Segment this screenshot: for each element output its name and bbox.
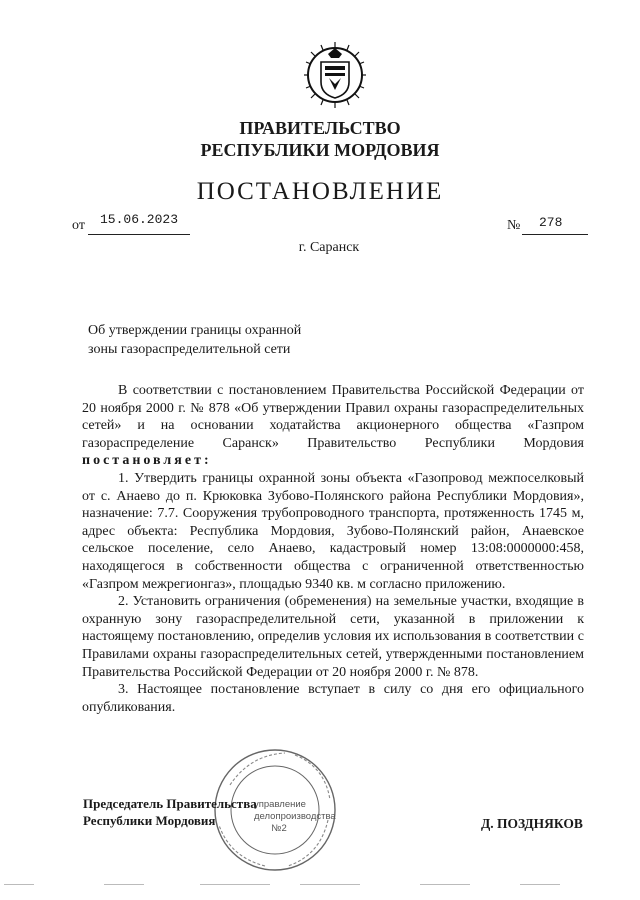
date-prefix: от — [72, 218, 85, 233]
intro-text: В соответствии с постановлением Правительства Российской Федерации от 20 ноября 2000 г. № 878 «Об утверждении Правил охраны газораспределительных сетей» и на основании ходатайства акционерного общества «Газпром газораспределение Саранск» Правительство Республики Мордовия — [82, 383, 584, 451]
government-title-line1: ПРАВИТЕЛЬСТВО — [239, 118, 401, 138]
item-1: 1. Утвердить границы охранной зоны объекта «Газопровод межпоселковый от с. Анаево до п. Крюковка Зубово-Полянского района Республики Мордовия», назначение: 7.7. Сооружения трубопроводного транспорта, протяженность 1745 м, адрес объекта: Республика Мордовия, Зубово-Полянский район, Анаевское сельское поселение, село Анаево, кадастровый номер 13:08:0000000:458, находящегося в собственности общества с ограниченной ответственностью «Газпром межрегионгаз», площадью 9340 кв. м согласно приложению. — [82, 470, 584, 592]
intro-paragraph — [82, 382, 584, 470]
stamp-line1: управление — [254, 799, 306, 810]
number-prefix: № — [507, 218, 521, 233]
city: г. Саранск — [298, 240, 360, 255]
signatory-title-line2: Республики Мордовия — [83, 813, 216, 828]
signatory-title-line1: Председатель Правительства — [83, 796, 257, 811]
stamp-line2: делопроизводства — [254, 811, 336, 822]
subject-line2: зоны газораспределительной сети — [88, 342, 291, 357]
document-type-title: ПОСТАНОВЛЕНИЕ — [196, 178, 444, 205]
decree-word: постановляет: — [82, 453, 212, 469]
item-3: 3. Настоящее постановление вступает в силу со дня его официального опубликования. — [82, 682, 584, 715]
document-date: 15.06.2023 — [100, 212, 179, 227]
document-body — [82, 382, 584, 716]
subject-line1: Об утверждении границы охранной — [88, 323, 302, 338]
document-subject — [88, 321, 348, 359]
stamp-line3: №2 — [271, 823, 287, 834]
government-title-line2: РЕСПУБЛИКИ МОРДОВИЯ — [200, 140, 440, 160]
item-2: 2. Установить ограничения (обременения) на земельные участки, входящие в охранную зону газораспределительной сети, указанной в приложении к настоящему постановлению, определив условия их использования в соответствии с Правилами охраны газораспределительных сетей, утвержденными постановлением Правительства Российской Федерации от 20 ноября 2000 г. № 878. — [82, 594, 584, 680]
scan-noise — [0, 880, 640, 890]
document-number: 278 — [539, 215, 563, 230]
coat-of-arms-emblem — [299, 38, 371, 110]
signatory-name: Д. ПОЗДНЯКОВ — [481, 816, 583, 831]
signatory-title — [83, 795, 257, 829]
stamp-text — [254, 799, 336, 835]
